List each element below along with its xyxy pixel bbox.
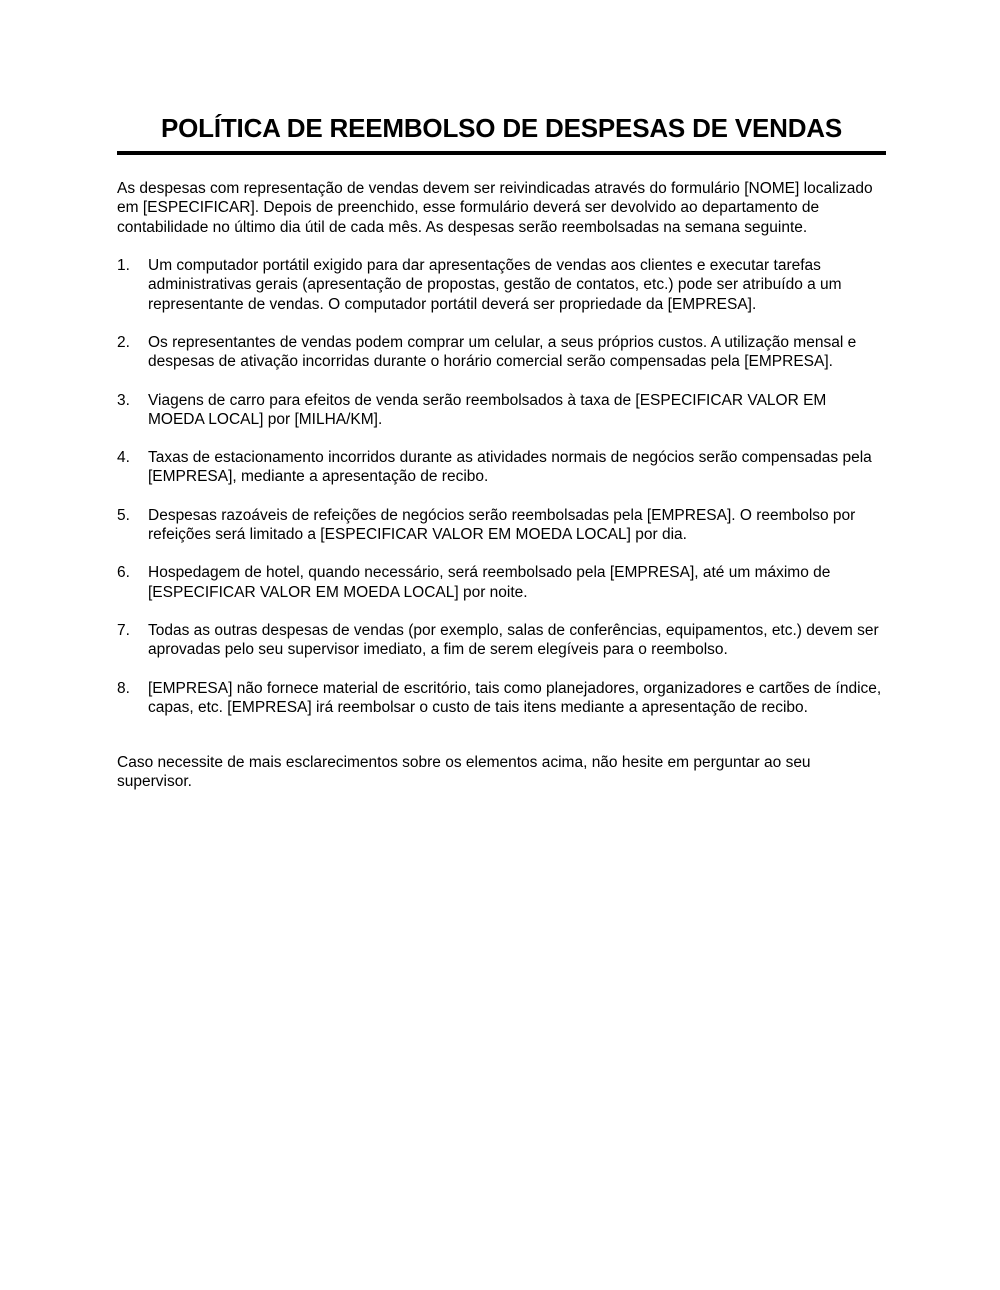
- list-item: [117, 256, 886, 314]
- list-item-text: Viagens de carro para efeitos de venda serão reembolsados à taxa de [ESPECIFICAR VALOR EM MOEDA LOCAL] por [MILHA/KM].: [148, 391, 827, 428]
- list-item-number: 1.: [117, 257, 130, 275]
- list-item-text: Hospedagem de hotel, quando necessário, será reembolsado pela [EMPRESA], até um máximo de [ESPECIFICAR VALOR EM MOEDA LOCAL] por noite.: [148, 564, 831, 601]
- list-item: [117, 679, 886, 718]
- closing-paragraph: Caso necessite de mais esclarecimentos sobre os elementos acima, não hesite em perguntar ao seu supervisor.: [117, 754, 811, 791]
- list-item-number: 5.: [117, 506, 130, 524]
- list-item: [117, 621, 886, 660]
- document-content: [117, 0, 886, 792]
- list-item: [117, 506, 886, 545]
- list-item-number: 7.: [117, 621, 130, 639]
- policy-list: [117, 256, 886, 717]
- list-item: [117, 448, 886, 487]
- list-item: [117, 563, 886, 602]
- list-item-number: 3.: [117, 391, 130, 409]
- list-item: [117, 333, 886, 372]
- title-underline-rule: [117, 151, 886, 155]
- list-item-number: 4.: [117, 449, 130, 467]
- list-item-text: Os representantes de vendas podem comprar um celular, a seus próprios custos. A utilização mensal e despesas de ativação incorridas durante o horário comercial serão compensadas pela [EMPRESA].: [148, 333, 857, 371]
- list-item-number: 8.: [117, 679, 130, 697]
- page-title: POLÍTICA DE REEMBOLSO DE DESPESAS DE VENDAS: [161, 113, 842, 143]
- list-item-text: Taxas de estacionamento incorridos durante as atividades normais de negócios serão compensadas pela [EMPRESA], mediante a apresentação de recibo.: [148, 449, 872, 486]
- list-item: [117, 391, 886, 430]
- list-item-number: 2.: [117, 333, 130, 351]
- list-item-text: Um computador portátil exigido para dar apresentações de vendas aos clientes e executar tarefas administrativas gerais (apresentação de propostas, gestão de contatos, etc.) pode ser atribuído a um representante de vendas. O computador portátil deverá ser propriedade da [EMPRESA].: [148, 257, 842, 313]
- list-item-text: [EMPRESA] não fornece material de escritório, tais como planejadores, organizadores e cartões de índice, capas, etc. [EMPRESA] irá reembolsar o custo de tais itens mediante a apresentação de recibo.: [148, 679, 882, 716]
- list-item-text: Todas as outras despesas de vendas (por exemplo, salas de conferências, equipamentos, etc.) devem ser aprovadas pelo seu supervisor imediato, a fim de serem elegíveis para o reembolso.: [148, 621, 879, 659]
- list-item-text: Despesas razoáveis de refeições de negócios serão reembolsadas pela [EMPRESA]. O reembolso por refeições será limitado a [ESPECIFICAR VALOR EM MOEDA LOCAL] por dia.: [148, 506, 856, 544]
- list-item-number: 6.: [117, 564, 130, 582]
- intro-paragraph: As despesas com representação de vendas devem ser reivindicadas através do formulário [NOME] localizado em [ESPECIFICAR]. Depois de preenchido, esse formulário deverá ser devolvido ao departamento de contabilidade no último dia útil de cada mês. As despesas serão reembolsadas na semana seguinte.: [117, 180, 873, 236]
